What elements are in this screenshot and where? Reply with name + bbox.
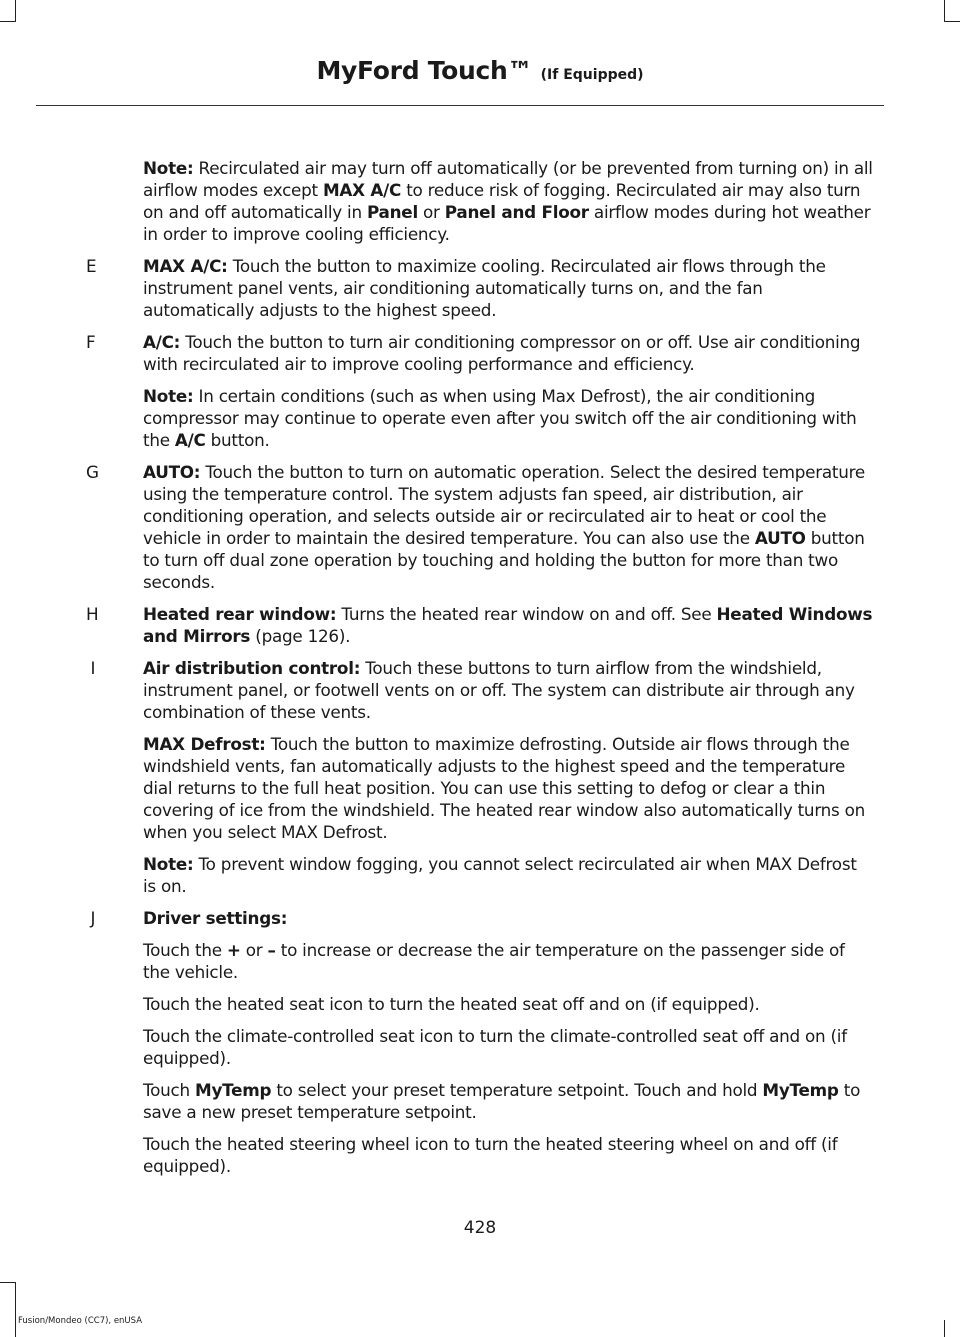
bold-term: A/C [174,430,206,450]
body-text: or [417,202,445,222]
body-text: Touch the heated seat icon to turn the heated seat off and on (if equipped). [143,994,760,1014]
bold-term: Panel and Floor [444,202,589,222]
entry-text [143,1133,874,1177]
bold-term: Heated rear window: [143,604,337,624]
entry-h [86,603,874,647]
page-number: 428 [463,1218,497,1238]
body-text: Touch the heated steering wheel icon to turn the heated steering wheel on and off (if equipped). [143,1134,838,1176]
body-text: airflow modes during hot weather in order to improve cooling efficiency. [143,202,871,244]
body-text: button to turn off dual zone operation by touching and holding the button for more than two seconds. [143,528,865,592]
entry-g [86,461,874,593]
body-text: (page 126). [250,626,351,646]
body-text: or [240,940,268,960]
body-text: Recirculated air may turn off automatically (or be prevented from turning on) in all airflow modes except [143,158,873,200]
bold-term: Note: [143,854,194,874]
entry-text [143,385,874,451]
body-text: Touch the button to turn on automatic operation. Select the desired temperature using the temperature control. The system adjusts fan speed, air distribution, air conditioning operation, and selects outside air or recirculated air to heat or cool the vehicle in order to maintain the desired temperature. You can also use the [143,462,866,548]
entry-text [143,733,874,843]
entry-text [143,907,874,929]
entry-paragraph [86,1079,874,1123]
body-text: button. [205,430,270,450]
bold-term: – [267,940,276,960]
entry-label: J [90,908,96,928]
entry-text [143,1025,874,1069]
body-text: Touch the climate-controlled seat icon to turn the climate-controlled seat off and on (if equipped). [143,1026,847,1068]
entry-text [143,461,874,593]
entry-text [143,1079,874,1123]
crop-mark-bottom-left-v [15,1282,16,1337]
body-text: To prevent window fogging, you cannot select recirculated air when MAX Defrost is on. [143,854,857,896]
entry-text [143,331,874,375]
entry-paragraph [86,733,874,843]
body-text: to select your preset temperature setpoint. Touch and hold [271,1080,763,1100]
body-text: Touch the [143,940,227,960]
crop-mark-top-right-h [944,21,960,22]
bold-term: Air distribution control: [143,658,361,678]
entry-label: H [86,604,99,624]
body-text: to reduce risk of fogging. Recirculated air may also turn on and off automatically in [143,180,861,222]
bold-term: Panel [366,202,418,222]
entry-i [86,657,874,723]
body-text: Touch [143,1080,195,1100]
body-text: to increase or decrease the air temperature on the passenger side of the vehicle. [143,940,845,982]
entry-paragraph [86,385,874,451]
header-rule [36,105,884,106]
crop-mark-top-left-v [15,0,16,22]
entry-paragraph [86,157,874,245]
body-text: to save a new preset temperature setpoint. [143,1080,861,1122]
entry-f [86,331,874,375]
bold-term: MyTemp [195,1080,272,1100]
header-title: MyFord Touch™ [316,56,533,85]
body-text: Touch the button to turn air conditioning compressor on or off. Use air conditioning with recirculated air to improve cooling performance and efficiency. [143,332,861,374]
bold-term: AUTO: [143,462,201,482]
footer-edition: Fusion/Mondeo (CC7), enUSA [18,1316,143,1326]
entry-paragraph [86,993,874,1015]
entry-text [143,993,874,1015]
body-text: Touch the button to maximize defrosting. Outside air flows through the windshield vents, fan automatically adjusts to the highest speed and the temperature dial returns to the full heat position. You can use this setting to defog or clear a thin covering of ice from the windshield. The heated rear window also automatically turns on when you select MAX Defrost. [143,734,866,842]
body-text: Touch these buttons to turn airflow from the windshield, instrument panel, or footwell vents on or off. The system can distribute air through any combination of these vents. [143,658,855,722]
bold-term: A/C: [143,332,181,352]
entry-e [86,255,874,321]
entry-paragraph [86,939,874,983]
entry-label: E [86,256,97,276]
bold-term: MAX A/C [322,180,402,200]
crop-mark-top-right-v [944,0,945,22]
bold-term: MAX A/C: [143,256,228,276]
bold-term: AUTO [754,528,806,548]
bold-term: Note: [143,158,194,178]
bold-term: + [226,940,241,960]
entry-j [86,907,874,929]
entry-paragraph [86,1133,874,1177]
entry-text [143,157,874,245]
body-text: Turns the heated rear window on and off. See [336,604,717,624]
body-text: In certain conditions (such as when using Max Defrost), the air conditioning compressor may continue to operate even after you switch off the air conditioning with the [143,386,857,450]
entry-text [143,853,874,897]
entry-text [143,939,874,983]
bold-term: Heated Windows and Mirrors [143,604,873,646]
entry-label: F [86,332,96,352]
entry-text [143,603,874,647]
bold-term: MyTemp [762,1080,839,1100]
entry-paragraph [86,1025,874,1069]
entry-text [143,657,874,723]
manual-content [86,157,874,1187]
header-subtitle: (If Equipped) [540,67,644,83]
page-header [0,58,960,83]
crop-mark-top-left-h [0,21,16,22]
entry-paragraph [86,853,874,897]
entry-label: I [90,658,96,678]
entry-label: G [86,462,100,482]
entry-text [143,255,874,321]
bold-term: Driver settings: [143,908,288,928]
crop-mark-bottom-right-v [944,1320,945,1337]
body-text: Touch the button to maximize cooling. Recirculated air flows through the instrument panel vents, air conditioning automatically turns on, and the fan automatically adjusts to the highest speed. [143,256,826,320]
bold-term: MAX Defrost: [143,734,266,754]
bold-term: Note: [143,386,194,406]
crop-mark-bottom-left-h [0,1282,16,1283]
